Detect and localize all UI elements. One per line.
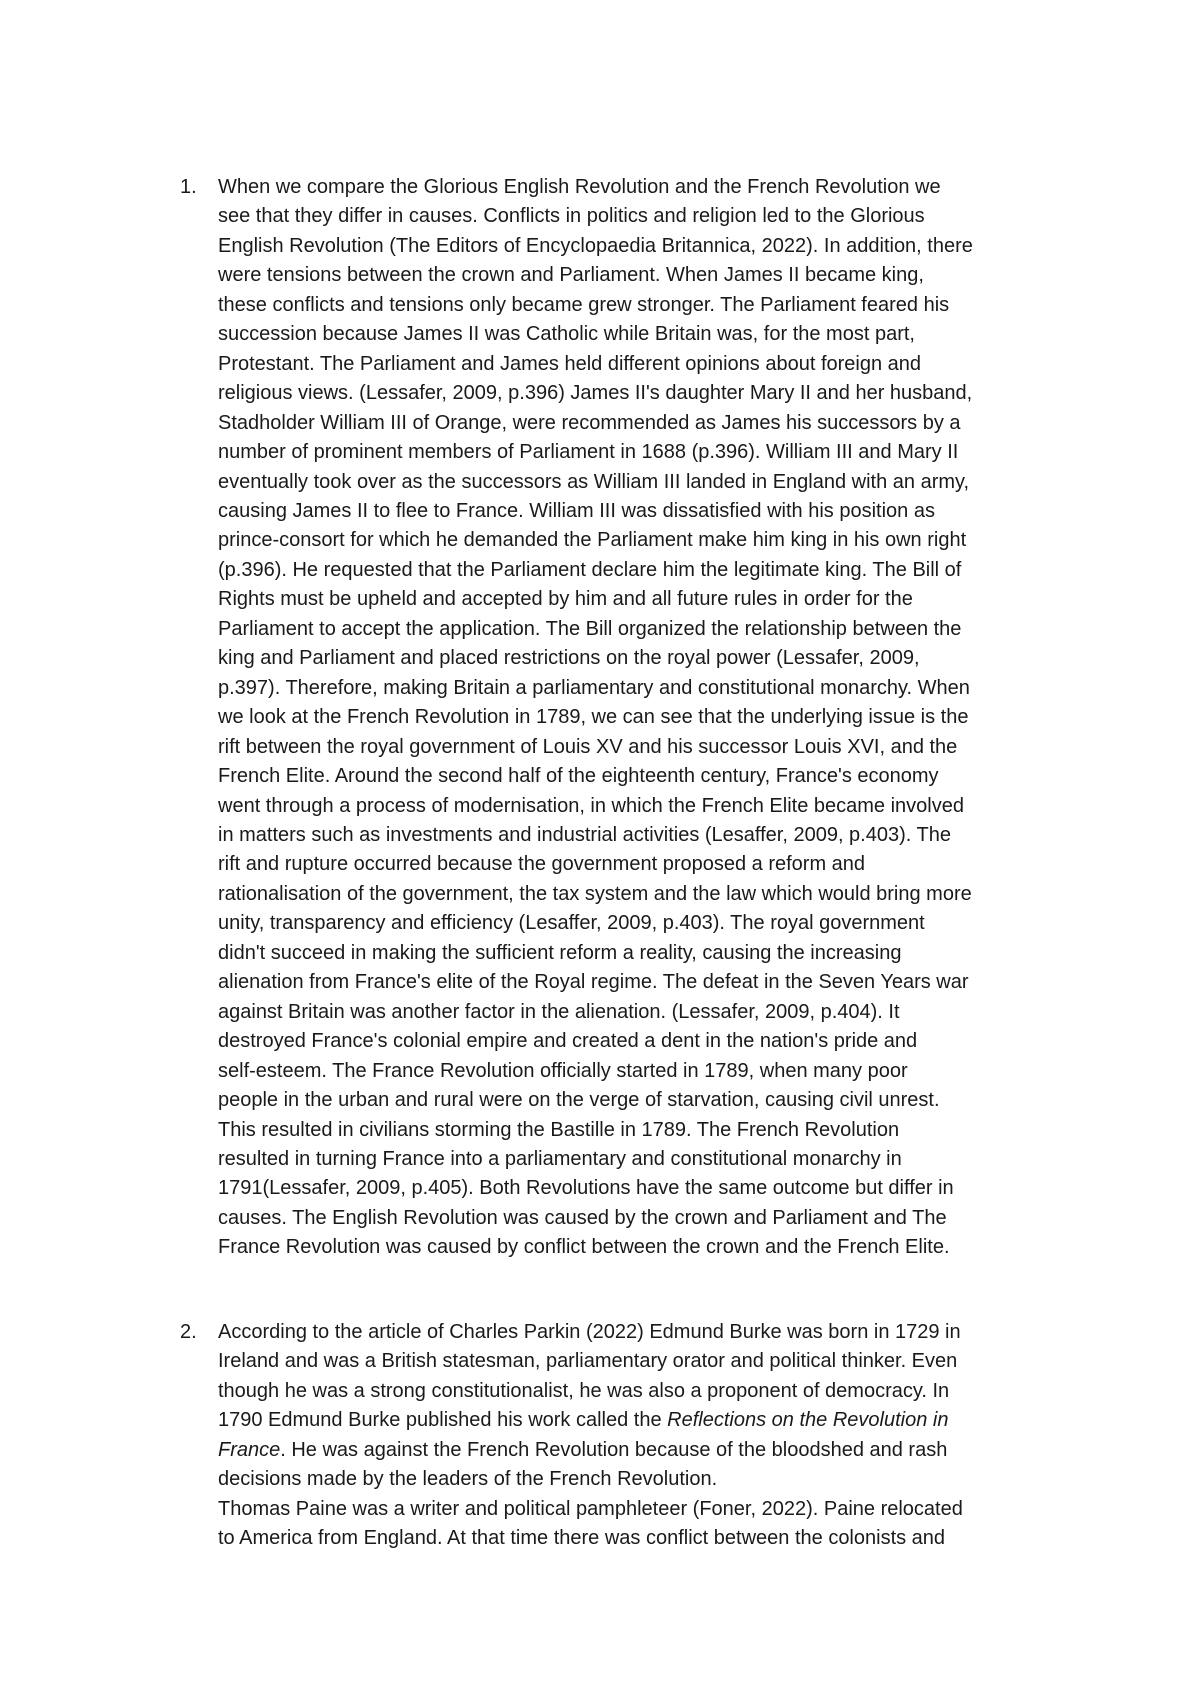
text-line: were tensions between the crown and Parliament. When James II became king, — [218, 264, 924, 287]
text-line — [218, 1436, 1080, 1465]
text-line: rationalisation of the government, the tax system and the law which would bring more — [218, 882, 972, 905]
text-line: rift and rupture occurred because the government proposed a reform and — [218, 853, 866, 876]
book-title: France — [218, 1438, 281, 1461]
text-line: causing James II to flee to France. William III was dissatisfied with his position as — [218, 499, 935, 522]
text-line: these conflicts and tensions only became grew stronger. The Parliament feared his — [218, 293, 950, 316]
text-line: causes. The English Revolution was caused by the crown and Parliament and The — [218, 1206, 947, 1229]
text-line: According to the article of Charles Parkin (2022) Edmund Burke was born in 1729 in — [218, 1321, 961, 1343]
text-line: p.397). Therefore, making Britain a parliamentary and constitutional monarchy. When — [218, 676, 970, 699]
paragraph-2 — [218, 1318, 1080, 1554]
text-line: Protestant. The Parliament and James held different opinions about foreign and — [218, 352, 922, 375]
list-number: 2. — [180, 1321, 197, 1343]
book-title: Reflections on the Revolution in — [667, 1409, 949, 1432]
text-line: see that they differ in causes. Conflicts in politics and religion led to the Glorious — [218, 205, 925, 228]
text-line: France Revolution was caused by conflict between the crown and the French Elite. — [218, 1236, 950, 1259]
text-line: number of prominent members of Parliament in 1688 (p.396). William III and Mary II — [218, 441, 959, 464]
text-line: against Britain was another factor in the alienation. (Lessafer, 2009, p.404). It — [218, 1000, 900, 1023]
text-line: 1791(Lessafer, 2009, p.405). Both Revolutions have the same outcome but differ in — [218, 1177, 954, 1200]
text-line: resulted in turning France into a parliamentary and constitutional monarchy in — [218, 1147, 902, 1170]
text-line: went through a process of modernisation, in which the French Elite became involved — [218, 794, 964, 817]
text-segment: . He was against the French Revolution because of the bloodshed and rash — [280, 1438, 948, 1461]
text-line: destroyed France's colonial empire and created a dent in the nation's pride and — [218, 1030, 918, 1053]
text-line: succession because James II was Catholic while Britain was, for the most part, — [218, 323, 915, 346]
list-number: 1. — [180, 176, 197, 198]
text-line: in matters such as investments and industrial activities (Lesaffer, 2009, p.403). The — [218, 823, 951, 846]
text-line: When we compare the Glorious English Revolution and the French Revolution we — [218, 176, 941, 198]
text-line: decisions made by the leaders of the French Revolution. — [218, 1468, 718, 1491]
text-line: Stadholder William III of Orange, were recommended as James his successors by a — [218, 411, 961, 434]
text-line: alienation from France's elite of the Royal regime. The defeat in the Seven Years war — [218, 971, 969, 994]
text-line: religious views. (Lessafer, 2009, p.396) James II's daughter Mary II and her husband, — [218, 382, 973, 405]
text-line: This resulted in civilians storming the Bastille in 1789. The French Revolution — [218, 1118, 900, 1141]
text-line: self-esteem. The France Revolution officially started in 1789, when many poor — [218, 1059, 908, 1082]
text-line: Parliament to accept the application. The Bill organized the relationship between the — [218, 617, 962, 640]
text-line: Thomas Paine was a writer and political pamphleteer (Foner, 2022). Paine relocated — [218, 1497, 963, 1520]
text-line — [218, 1406, 1080, 1435]
text-line: French Elite. Around the second half of the eighteenth century, France's economy — [218, 765, 939, 788]
paragraph-1 — [218, 173, 1080, 1263]
text-segment: 1790 Edmund Burke published his work called the — [218, 1409, 668, 1432]
text-line: people in the urban and rural were on the verge of starvation, causing civil unrest. — [218, 1089, 940, 1112]
text-line: Rights must be upheld and accepted by him and all future rules in order for the — [218, 588, 913, 611]
text-line: though he was a strong constitutionalist, he was also a proponent of democracy. In — [218, 1379, 950, 1402]
text-line: Ireland and was a British statesman, parliamentary orator and political thinker. Even — [218, 1350, 958, 1373]
text-line: to America from England. At that time there was conflict between the colonists and — [218, 1527, 946, 1550]
text-line: unity, transparency and efficiency (Lesaffer, 2009, p.403). The royal government — [218, 912, 925, 935]
text-line: English Revolution (The Editors of Encyclopaedia Britannica, 2022). In addition, there — [218, 234, 973, 257]
text-line: we look at the French Revolution in 1789, we can see that the underlying issue is the — [218, 706, 969, 729]
text-line: didn't succeed in making the sufficient reform a reality, causing the increasing — [218, 941, 902, 964]
text-line: king and Parliament and placed restrictions on the royal power (Lessafer, 2009, — [218, 647, 920, 670]
text-line: prince-consort for which he demanded the Parliament make him king in his own right — [218, 529, 967, 552]
text-line: (p.396). He requested that the Parliament declare him the legitimate king. The Bill of — [218, 558, 962, 581]
text-line: rift between the royal government of Louis XV and his successor Louis XVI, and the — [218, 735, 958, 758]
text-line: eventually took over as the successors as William III landed in England with an army, — [218, 470, 970, 493]
